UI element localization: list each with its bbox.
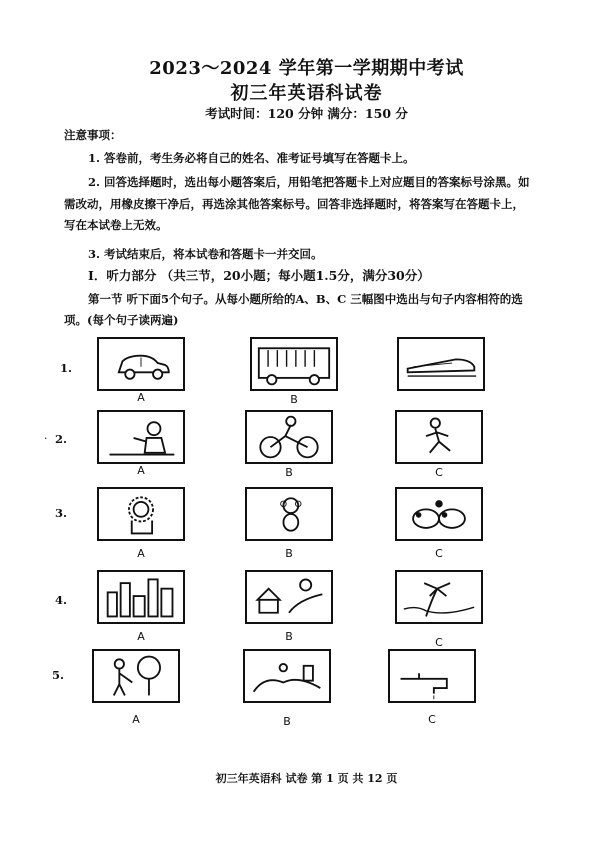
question-number: 1. bbox=[60, 361, 73, 375]
question-number: 5. bbox=[52, 668, 65, 682]
lion-picture bbox=[97, 487, 185, 541]
option-label: B bbox=[285, 466, 293, 479]
section-title: Ⅰ．听力部分 （共三节，20小题；每小题1.5分，满分30分） bbox=[88, 268, 430, 283]
beach-picture bbox=[395, 570, 483, 624]
panda-picture bbox=[395, 487, 483, 541]
option-label: A bbox=[137, 547, 145, 560]
option-label: B bbox=[285, 547, 293, 560]
option-label: B bbox=[285, 630, 293, 643]
note-item-2: 2. 回答选择题时，选出每小题答案后，用铅笔把答题卡上对应题目的答案标号涂黑。如需改动，用橡皮擦干净后，再选涂其他答案标号。回答非选择题时，将答案写在答题卡上，写在本试卷上无效。 bbox=[64, 175, 530, 232]
bus-picture bbox=[250, 337, 338, 391]
recycling-picture bbox=[243, 649, 331, 703]
car-picture bbox=[97, 337, 185, 391]
option-label: B bbox=[283, 715, 291, 728]
monkey-picture bbox=[245, 487, 333, 541]
scan-dot: · bbox=[44, 432, 48, 445]
part1-instructions: 第一节 听下面5个句子。从每小题所给的A、B、C 三幅图中选出与句子内容相符的选项。(每个句子读两遍) bbox=[64, 292, 523, 327]
option-label: C bbox=[428, 713, 436, 726]
cycling-picture bbox=[245, 410, 333, 464]
city-picture bbox=[97, 570, 185, 624]
option-label: A bbox=[137, 630, 145, 643]
tree-planting-picture bbox=[92, 649, 180, 703]
question-number: 2. bbox=[55, 432, 68, 446]
option-label: C bbox=[435, 466, 443, 479]
exam-meta: 考试时间：120 分钟 满分：150 分 bbox=[205, 106, 408, 121]
train-picture bbox=[397, 337, 485, 391]
page-footer: 初三年英语科 试卷 第 1 页 共 12 页 bbox=[215, 772, 398, 785]
note-item-1: 1. 答卷前，考生务必将自己的姓名、准考证号填写在答题卡上。 bbox=[88, 151, 415, 165]
option-label: B bbox=[290, 393, 298, 406]
village-picture bbox=[245, 570, 333, 624]
option-label: C bbox=[435, 636, 443, 649]
water-tap-picture bbox=[388, 649, 476, 703]
question-number: 4. bbox=[55, 593, 68, 607]
exam-subtitle: 初三年英语科试卷 bbox=[230, 83, 383, 104]
option-label: A bbox=[137, 464, 145, 477]
note-item-3: 3. 考试结束后，将本试卷和答题卡一并交回。 bbox=[88, 247, 323, 261]
question-number: 3. bbox=[55, 506, 68, 520]
option-label: A bbox=[132, 713, 140, 726]
running-picture bbox=[395, 410, 483, 464]
option-label: A bbox=[137, 391, 145, 404]
option-label: C bbox=[435, 547, 443, 560]
girl-drawing-picture bbox=[97, 410, 185, 464]
notes-heading: 注意事项： bbox=[64, 128, 122, 142]
exam-title: 2023～2024 学年第一学期期中考试 bbox=[149, 58, 464, 79]
